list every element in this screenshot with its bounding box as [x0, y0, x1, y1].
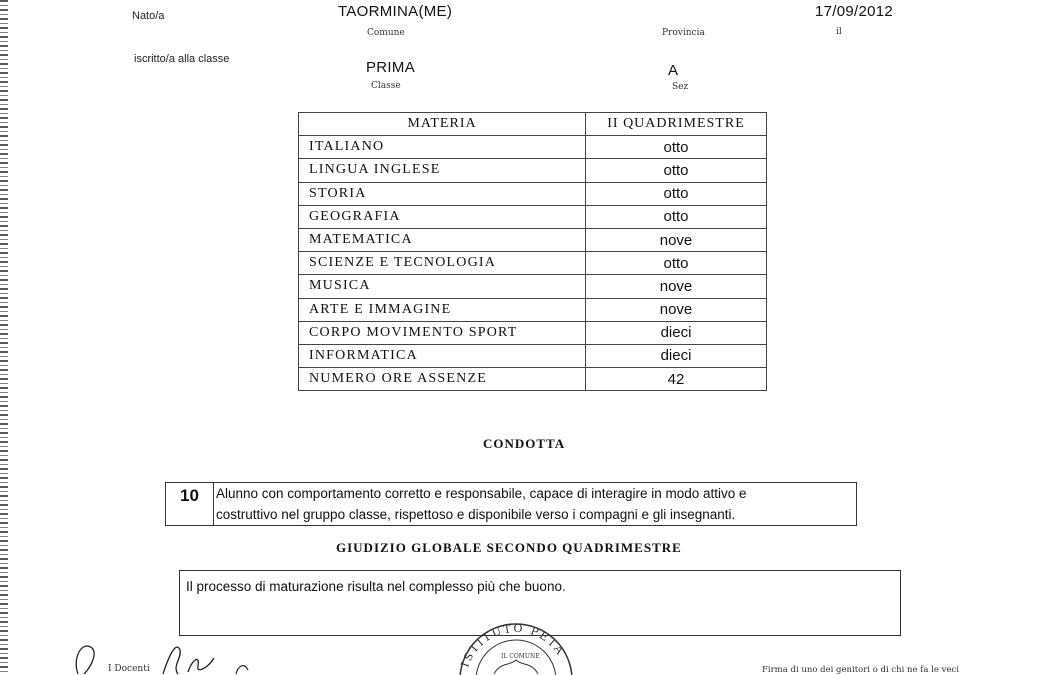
mark-cell: dieci [586, 321, 767, 344]
global-judgment-text: Il processo di maturazione risulta nel complesso più che buono. [186, 579, 566, 594]
table-row [299, 205, 767, 228]
school-stamp [446, 622, 586, 675]
mark-cell: 42 [586, 368, 767, 391]
table-row [299, 321, 767, 344]
subject-cell: MUSICA [299, 275, 586, 298]
mark-cell: otto [586, 205, 767, 228]
subject-cell: NUMERO ORE ASSENZE [299, 368, 586, 391]
global-judgment-title: GIUDIZIO GLOBALE SECONDO QUADRIMESTRE [336, 540, 682, 555]
mark-cell: nove [586, 228, 767, 251]
grades-header-row [299, 113, 767, 136]
table-row [299, 228, 767, 251]
subject-cell: LINGUA INGLESE [299, 159, 586, 182]
grades-table [298, 112, 767, 391]
table-row [299, 344, 767, 367]
mark-cell: otto [586, 182, 767, 205]
mark-cell: otto [586, 252, 767, 275]
stamp-inner-text: IL COMUNE [501, 653, 540, 660]
teacher-signatures [68, 628, 268, 675]
mark-cell: otto [586, 136, 767, 159]
conduct-score: 10 [166, 483, 214, 525]
date-caption: il [836, 27, 842, 37]
town-caption: Comune [367, 28, 405, 38]
subject-cell: INFORMATICA [299, 344, 586, 367]
subject-cell: CORPO MOVIMENTO SPORT [299, 321, 586, 344]
conduct-line-2: costruttivo nel gruppo classe, rispettoso e disponibile verso i compagni e gli insegnanti. [216, 507, 736, 522]
table-row [299, 298, 767, 321]
province-caption: Provincia [662, 28, 705, 38]
born-label: Nato/a [132, 10, 165, 22]
section-value: A [668, 62, 679, 79]
table-row [299, 136, 767, 159]
conduct-title: CONDOTTA [483, 436, 566, 451]
class-caption: Classe [371, 81, 401, 91]
conduct-line-1: Alunno con comportamento corretto e responsabile, capace di interagire in modo attivo e [216, 486, 747, 501]
subject-cell: GEOGRAFIA [299, 205, 586, 228]
scan-edge-artifact [0, 0, 8, 675]
subject-cell: MATEMATICA [299, 228, 586, 251]
class-value: PRIMA [366, 59, 416, 76]
subject-cell: SCIENZE E TECNOLOGIA [299, 252, 586, 275]
mark-cell: nove [586, 275, 767, 298]
conduct-box [165, 482, 857, 526]
table-row [299, 275, 767, 298]
teachers-label: I Docenti [108, 664, 150, 674]
mark-cell: otto [586, 159, 767, 182]
table-row [299, 368, 767, 391]
subject-column-header: MATERIA [299, 113, 586, 136]
section-caption: Sez [672, 82, 689, 92]
table-row [299, 252, 767, 275]
table-row [299, 159, 767, 182]
term-column-header: II QUADRIMESTRE [586, 113, 767, 136]
birth-date: 17/09/2012 [815, 3, 894, 20]
birth-town: TAORMINA(ME) [338, 3, 453, 20]
subject-cell: STORIA [299, 182, 586, 205]
table-row [299, 182, 767, 205]
mark-cell: dieci [586, 344, 767, 367]
subject-cell: ITALIANO [299, 136, 586, 159]
stamp-text: ISTITUTO PETA [458, 622, 568, 670]
mark-cell: nove [586, 298, 767, 321]
parent-signature-label: Firma di uno dei genitori o di chi ne fa le veci [762, 665, 959, 675]
subject-cell: ARTE E IMMAGINE [299, 298, 586, 321]
enrolled-label: iscritto/a alla classe [134, 53, 230, 65]
